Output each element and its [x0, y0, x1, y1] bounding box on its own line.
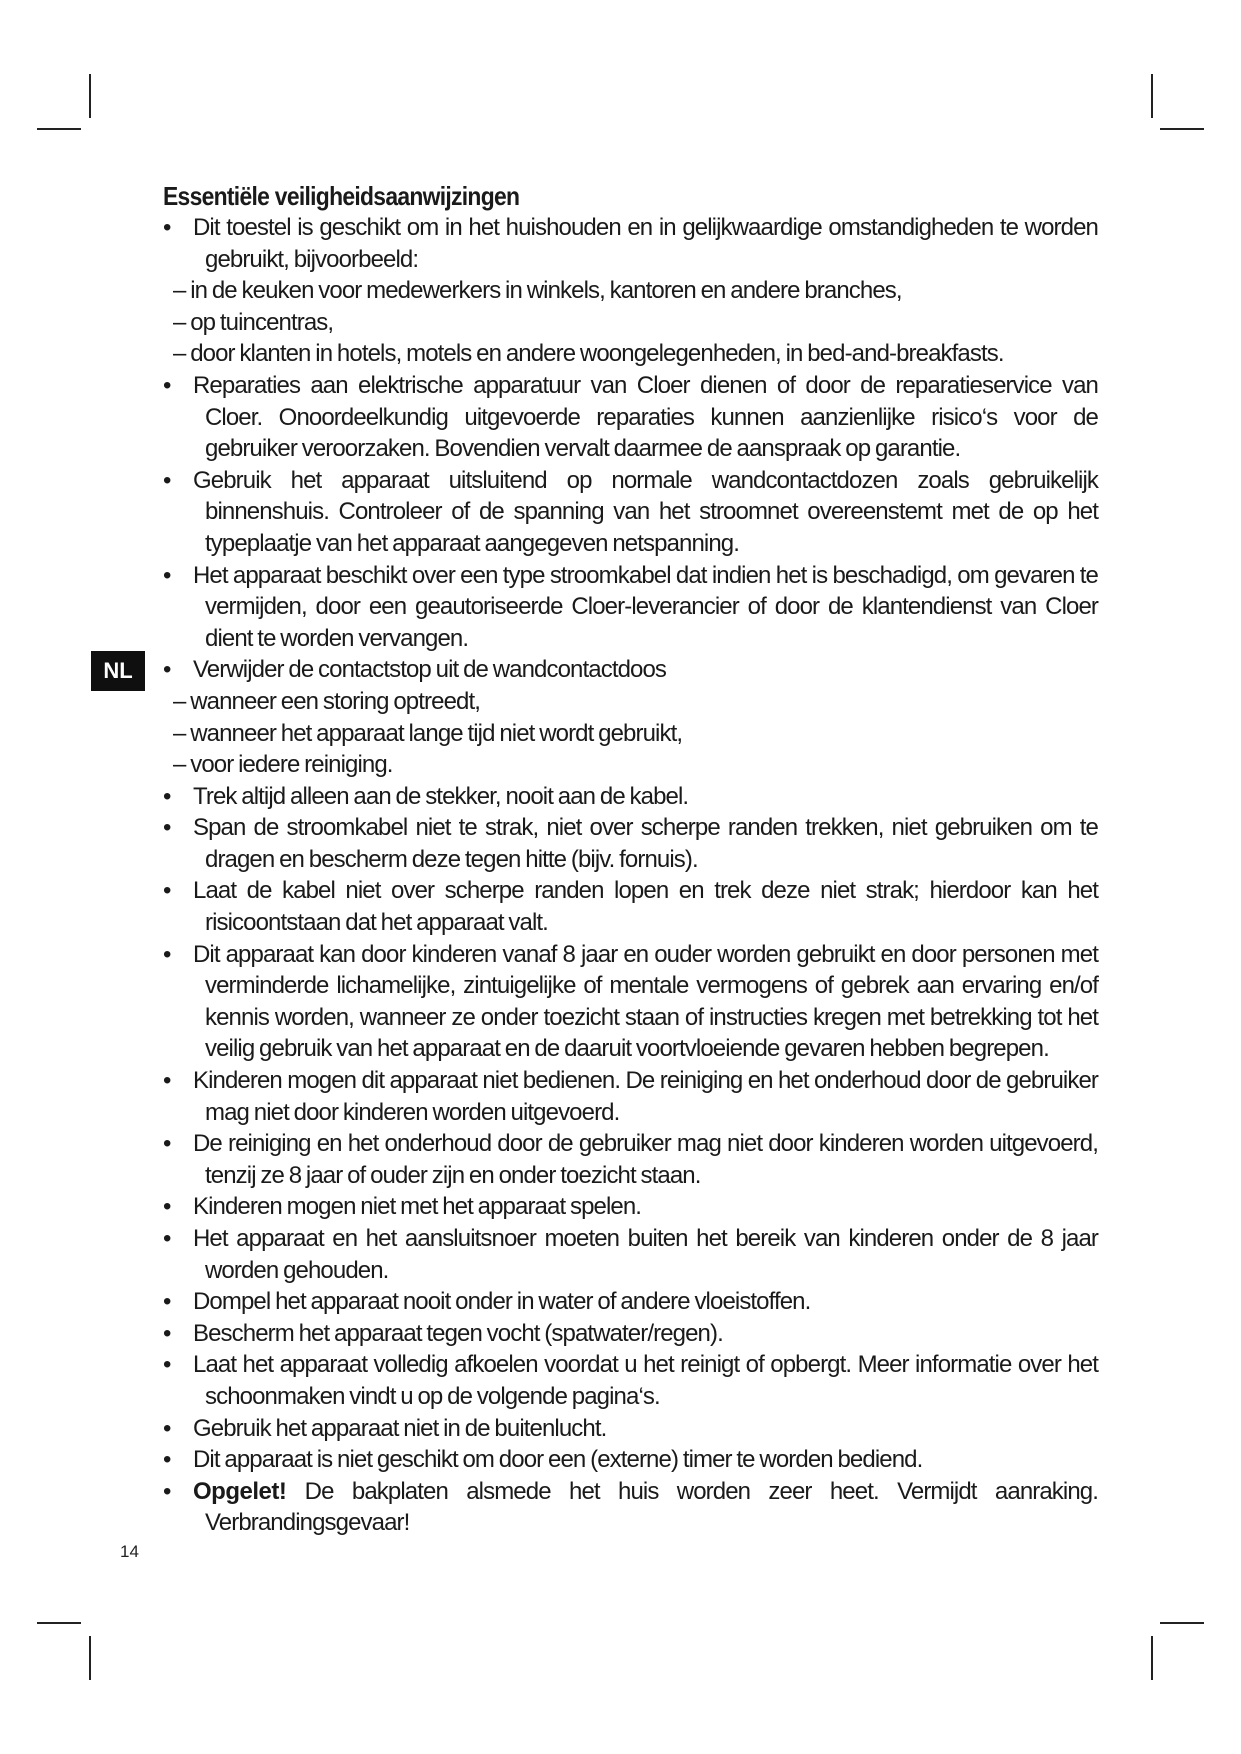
sub-list-item: – in de keuken voor medewerkers in winkels, kantoren en andere branches,: [173, 277, 902, 305]
list-item: [163, 939, 1098, 1065]
section-heading: Essentiële veiligheidsaanwijzingen: [163, 181, 520, 211]
bullet-icon: •: [163, 1225, 171, 1252]
page-number: 14: [120, 1542, 139, 1561]
list-item-text: Gebruik het apparaat uitsluitend op normale wandcontactdozen zoals gebruikelijk binnenshuis. Controleer of de spanning van het stroomnet overeenstemt met de op het typeplaatje van het apparaat aangegeven netspanning.: [193, 466, 1098, 557]
list-item: [163, 1318, 1098, 1350]
crop-mark-bottom-right-horizontal: [1160, 1622, 1204, 1624]
list-item: [163, 875, 1098, 938]
list-item: [163, 1476, 1098, 1539]
bullet-icon: •: [163, 1477, 171, 1505]
list-item-text: Laat het apparaat volledig afkoelen voordat u het reinigt of opbergt. Meer informatie over het schoonmaken vindt u op de volgende pagina‘s.: [193, 1351, 1098, 1410]
warning-label: Opgelet!: [193, 1477, 287, 1505]
list-item: [163, 560, 1098, 655]
list-item-text: Laat de kabel niet over scherpe randen lopen en trek deze niet strak; hierdoor kan het risicoontstaan dat het apparaat valt.: [193, 877, 1098, 937]
list-item-text: Bescherm het apparaat tegen vocht (spatwater/regen).: [193, 1319, 723, 1347]
crop-mark-top-right-horizontal: [1160, 128, 1204, 130]
bullet-icon: •: [163, 814, 171, 842]
list-item-text: Dompel het apparaat nooit onder in water of andere vloeistoffen.: [193, 1288, 811, 1316]
bullet-icon: •: [163, 1351, 171, 1379]
bullet-icon: •: [163, 1446, 171, 1474]
list-item: [163, 1223, 1098, 1286]
list-item: [163, 1413, 1098, 1445]
list-item: [163, 1065, 1098, 1128]
list-item: [163, 1286, 1098, 1318]
bullet-icon: •: [163, 782, 171, 810]
list-item-text: De reiniging en het onderhoud door de gebruiker mag niet door kinderen worden uitgevoerd, tenzij ze 8 jaar of ouder zijn en onder toezicht staan.: [193, 1130, 1098, 1189]
safety-instructions-list: [163, 212, 1098, 1539]
language-tab: NL: [91, 651, 145, 691]
bullet-icon: •: [163, 561, 171, 589]
crop-mark-bottom-right-vertical: [1151, 1636, 1153, 1680]
list-item-text: Gebruik het apparaat niet in de buitenlucht.: [193, 1414, 607, 1442]
bullet-icon: •: [163, 877, 171, 905]
sub-list-item: – door klanten in hotels, motels en andere woongelegenheden, in bed-and-breakfasts.: [173, 340, 1004, 368]
list-item: [163, 781, 1098, 813]
sub-list-item: – wanneer een storing optreedt,: [173, 687, 480, 715]
crop-mark-top-right-vertical: [1151, 74, 1153, 118]
list-item-text: Verwijder de contactstop uit de wandcontactdoos: [193, 656, 667, 684]
sub-list-item: – op tuincentras,: [173, 308, 334, 336]
list-item: [163, 1349, 1098, 1412]
crop-mark-top-left-horizontal: [37, 128, 81, 130]
list-item-text: [193, 1476, 1098, 1539]
bullet-icon: •: [163, 466, 171, 494]
bullet-icon: •: [163, 940, 171, 968]
list-item: [163, 812, 1098, 875]
bullet-icon: •: [163, 214, 171, 241]
list-item-text: Dit apparaat kan door kinderen vanaf 8 jaar en ouder worden gebruikt en door personen met verminderde lichamelijke, zintuigelijke of mentale vermogens of gebrek aan ervaring en/of kennis worden, wanneer ze onder toezicht staan of instructies kregen met betrekking tot het veilig gebruik van het apparaat en de daaruit voortvloeiende gevaren hebben begrepen.: [193, 940, 1098, 1063]
list-item: [163, 212, 1098, 275]
bullet-icon: •: [163, 1067, 171, 1095]
list-item: [163, 465, 1098, 560]
bullet-icon: •: [163, 1414, 171, 1442]
list-item-text: Kinderen mogen niet met het apparaat spelen.: [193, 1193, 642, 1221]
list-item-text: Dit apparaat is niet geschikt om door een (externe) timer te worden bediend.: [193, 1446, 923, 1474]
list-item: [163, 370, 1098, 465]
list-item-text: Span de stroomkabel niet te strak, niet over scherpe randen trekken, niet gebruiken om te dragen en bescherm deze tegen hitte (bijv. fornuis).: [193, 814, 1098, 873]
list-item-text: Kinderen mogen dit apparaat niet bedienen. De reiniging en het onderhoud door de gebruiker mag niet door kinderen worden uitgevoerd.: [193, 1067, 1098, 1126]
bullet-icon: •: [163, 371, 171, 399]
warning-text: De bakplaten alsmede het huis worden zeer heet. Vermijdt aanraking. Verbrandingsgevaar!: [205, 1477, 1098, 1537]
list-item: [163, 654, 1098, 686]
list-item-text: Trek altijd alleen aan de stekker, nooit aan de kabel.: [193, 782, 689, 810]
list-item-text: Het apparaat en het aansluitsnoer moeten buiten het bereik van kinderen onder de 8 jaar worden gehouden.: [193, 1225, 1098, 1284]
sub-list-item: – wanneer het apparaat lange tijd niet wordt gebruikt,: [173, 719, 683, 747]
bullet-icon: •: [163, 1288, 171, 1316]
list-item-text: Reparaties aan elektrische apparatuur van Cloer dienen of door de reparatieservice van Cloer. Onoordeelkundig uitgevoerde reparaties kunnen aanzienlijke risico‘s voor de gebruiker veroorzaken. Bovendien vervalt daarmee de aanspraak op garantie.: [193, 371, 1098, 463]
bullet-icon: •: [163, 1193, 171, 1221]
list-item: [163, 1128, 1098, 1191]
list-item: [163, 1191, 1098, 1223]
bullet-icon: •: [163, 1319, 171, 1347]
bullet-icon: •: [163, 656, 171, 684]
crop-mark-bottom-left-horizontal: [37, 1622, 81, 1624]
bullet-icon: •: [163, 1130, 171, 1158]
list-item-text: Dit toestel is geschikt om in het huishouden en in gelijkwaardige omstandigheden te worden gebruikt, bijvoorbeeld:: [193, 214, 1098, 273]
crop-mark-bottom-left-vertical: [89, 1636, 91, 1680]
list-item: [163, 1444, 1098, 1476]
sub-list-item: – voor iedere reiniging.: [173, 751, 393, 779]
list-item-text: Het apparaat beschikt over een type stroomkabel dat indien het is beschadigd, om gevaren te vermijden, door een geautoriseerde Cloer-leverancier of door de klantendienst van Cloer dient te worden vervangen.: [193, 561, 1098, 652]
safety-section: [163, 180, 1098, 1539]
crop-mark-top-left-vertical: [89, 74, 91, 118]
